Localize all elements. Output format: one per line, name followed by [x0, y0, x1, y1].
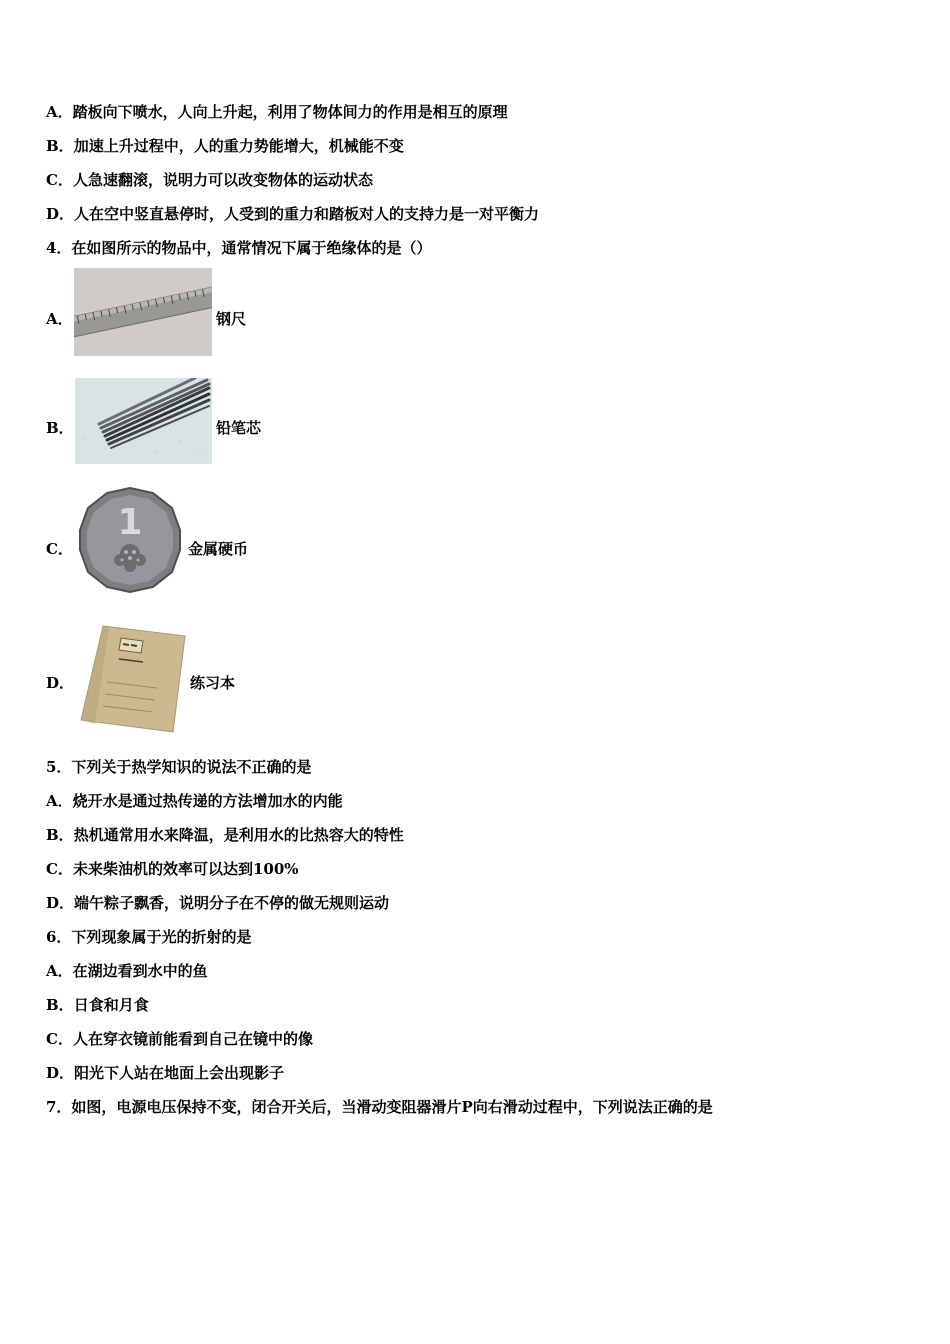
pencil-leads-icon: [75, 378, 212, 464]
q4-option-b-letter: B．: [46, 419, 74, 437]
q5-stem: 5．下列关于热学知识的说法不正确的是: [46, 758, 312, 776]
exercise-book-icon: [77, 622, 187, 734]
steel-ruler-icon: [74, 268, 212, 356]
svg-text:1: 1: [117, 502, 143, 543]
q3-option-b: B．加速上升过程中，人的重力势能增大，机械能不变: [46, 137, 404, 155]
q5-option-c: C．未来柴油机的效率可以达到100%: [46, 860, 299, 878]
q5-option-d: D．端午粽子飘香，说明分子在不停的做无规则运动: [46, 894, 390, 912]
q4-option-a-text: 钢尺: [216, 310, 247, 328]
q6-option-a: A．在湖边看到水中的鱼: [46, 962, 208, 980]
q4-option-a-letter: A．: [46, 310, 73, 328]
q4-option-b-text: 铅笔芯: [216, 419, 262, 437]
q4-stem: 4．在如图所示的物品中，通常情况下属于绝缘体的是（）: [46, 239, 432, 257]
q7-stem: 7．如图，电源电压保持不变，闭合开关后，当滑动变阻器滑片P向右滑动过程中，下列说法正确的是: [46, 1098, 713, 1116]
q6-option-c: C．人在穿衣镜前能看到自己在镜中的像: [46, 1030, 313, 1048]
q4-option-c-letter: C．: [46, 540, 73, 558]
q3-option-c: C．人急速翻滚，说明力可以改变物体的运动状态: [46, 171, 373, 189]
q3-option-d: D．人在空中竖直悬停时，人受到的重力和踏板对人的支持力是一对平衡力: [46, 205, 540, 223]
coin-icon: [76, 486, 184, 594]
q6-option-d: D．阳光下人站在地面上会出现影子: [46, 1064, 285, 1082]
q5-option-b: B．热机通常用水来降温，是利用水的比热容大的特性: [46, 826, 404, 844]
q6-stem: 6．下列现象属于光的折射的是: [46, 928, 252, 946]
q4-option-d-text: 练习本: [190, 674, 236, 692]
q5-option-a: A．烧开水是通过热传递的方法增加水的内能: [46, 792, 343, 810]
q3-option-a: A．踏板向下喷水，人向上升起，利用了物体间力的作用是相互的原理: [46, 103, 508, 121]
q6-option-b: B．日食和月食: [46, 996, 149, 1014]
q4-option-c-text: 金属硬币: [188, 540, 249, 558]
q4-option-d-letter: D．: [46, 674, 75, 692]
